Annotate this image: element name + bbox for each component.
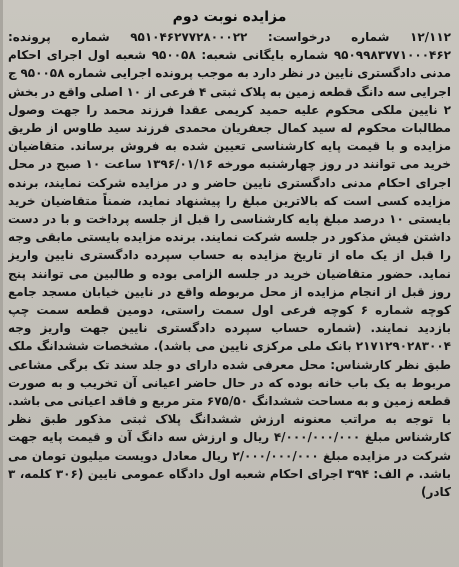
page-edge — [0, 0, 3, 567]
notice-heading: مزایده نوبت دوم — [172, 9, 287, 25]
notice-body: ۱۲/۱۱۲ شماره درخواست: ۹۵۱۰۴۶۲۷۷۲۸۰۰۰۲۲ شماره پرونده: ۹۵۰۹۹۸۳۷۷۱۰۰۰۴۶۲ شماره بایگانی شعبه: ۹۵۰۰۵۸ شعبه اول اجرای احکام مدنی دادگستری نایین در نظر دارد به موجب پرونده اجرایی شماره ۹۵۰۰۵۸ ج اجرایی سه دانگ قطعه زمین به پلاک ثبتی ۴ فرعی از ۱۰ اصلی واقع در بخش ۲ نایین ملکی محکوم علیه حمید کریمی عقدا فرزند محمد را جهت وصول مطالبات محکوم له سید کمال جعفریان محمدی فرزند سید طاوس از طریق مزایده و با قیمت پایه کارشناسی تعیین شده به فروش برساند. متقاضیان خرید می توانند در روز چهارشنبه مورخه ۱۳۹۶/۰۱/۱۶ ساعت ۱۰ صبح در محل اجرای احکام مدنی دادگستری نایین حاضر و در مزایده شرکت نمایند، برنده مزایده کسی است که بالاترین مبلغ را پیشنهاد نماید، ضمناً متقاضیان خرید بایستی ۱۰ درصد مبلغ پایه کارشناسی را قبل از جلسه پرداخت و با در دست داشتن فیش مذکور در جلسه شرکت نمایند. برنده مزایده بایستی مابقی وجه را قبل از یک ماه از تاریخ مزایده به حساب سپرده دادگستری نایین واریز نماید. حضور متقاضیان خرید در جلسه الزامی بوده و طالبین می توانند پنج روز قبل از انجام مزایده از محل مربوطه واقع در نایین خیابان مسجد جامع کوچه شماره ۶ کوچه فرعی اول سمت راستی، دومین قطعه سمت چپ بازدید نمایند. (شماره حساب سپرده دادگستری نایین جهت واریز وجه ۲۱۷۱۲۹۰۲۸۳۰۰۴ بانک ملی مرکزی نایین می باشد). مشخصات ششدانگ ملک طبق نظر کارشناس: محل معرفی شده دارای دو جلد سند تک برگی مشاعی مربوط به یک باب خانه بوده که در حال حاضر اعیانی آن تخریب و به صورت قطعه زمین و به مساحت ششدانگ ۶۷۵/۵۰ متر مربع و فاقد اعیانی می باشد. با توجه به مراتب معنونه ارزش ششدانگ پلاک ثبتی مذکور طبق نظر کارشناس مبلغ ۴/۰۰۰/۰۰۰/۰۰۰ ریال و ارزش سه دانگ آن و قیمت پایه جهت شرکت در مزایده مبلغ ۲/۰۰۰/۰۰۰/۰۰۰ ریال معادل دویست میلیون تومان می باشد. م الف: ۳۹۴ اجرای احکام شعبه اول دادگاه عمومی نایین (۳۰۶ کلمه، ۳ کادر) — [8, 30, 451, 500]
